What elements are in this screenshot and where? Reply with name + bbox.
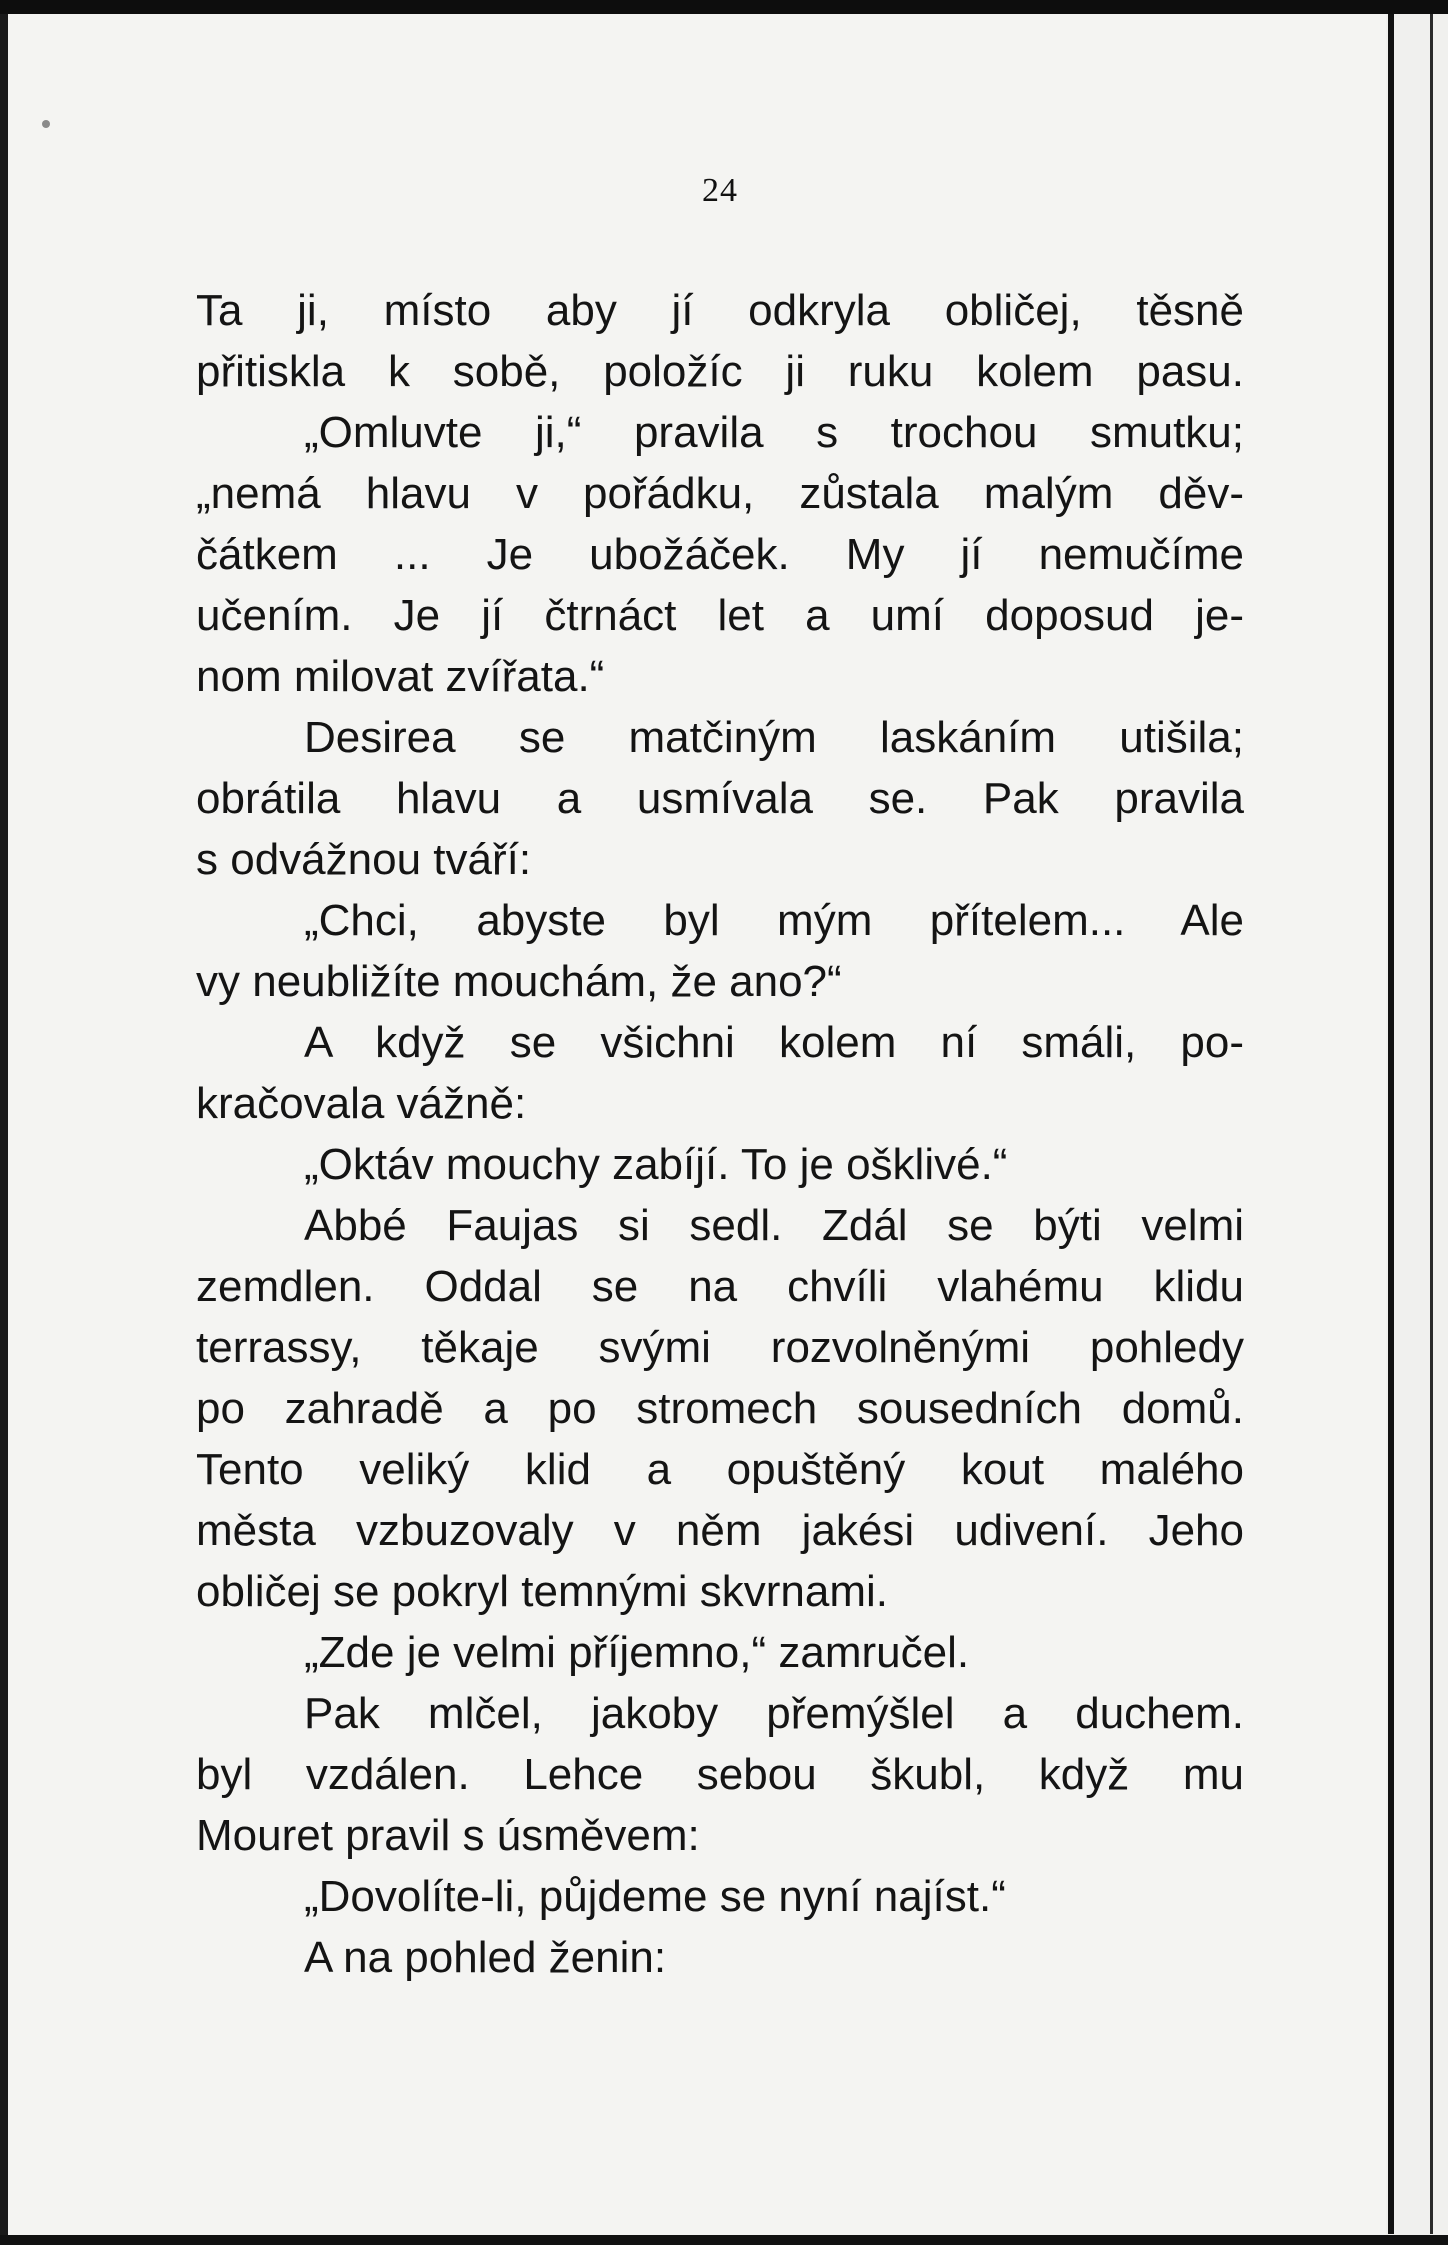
text-line: učením. Je jí čtrnáct let a umí doposud je- bbox=[196, 591, 1244, 640]
text-line: obličej se pokryl temnými skvrnami. bbox=[196, 1567, 888, 1616]
text-line: A na pohled ženin: bbox=[304, 1933, 667, 1982]
text-line: s odvážnou tváří: bbox=[196, 835, 532, 884]
text-line: „Omluvte ji,“ pravila s trochou smutku; bbox=[304, 408, 1244, 457]
page-number: 24 bbox=[702, 172, 738, 209]
text-line: Ta ji, místo aby jí odkryla obličej, těsně bbox=[196, 286, 1244, 335]
text-line: Tento veliký klid a opuštěný kout malého bbox=[196, 1445, 1244, 1494]
text-line: A když se všichni kolem ní smáli, po- bbox=[304, 1018, 1244, 1067]
text-line: „Dovolíte-li, půjdeme se nyní najíst.“ bbox=[304, 1872, 1006, 1921]
text-line: „Zde je velmi příjemno,“ zamručel. bbox=[304, 1628, 970, 1677]
text-line: terrassy, těkaje svými rozvolněnými pohledy bbox=[196, 1323, 1244, 1372]
scan-speck bbox=[42, 120, 50, 128]
text-line: „nemá hlavu v pořádku, zůstala malým děv- bbox=[196, 469, 1244, 518]
text-line: kračovala vážně: bbox=[196, 1079, 527, 1128]
text-line: Abbé Faujas si sedl. Zdál se býti velmi bbox=[304, 1201, 1244, 1250]
text-line: Mouret pravil s úsměvem: bbox=[196, 1811, 700, 1860]
body-text bbox=[196, 280, 1244, 1988]
text-line: po zahradě a po stromech sousedních domů. bbox=[196, 1384, 1244, 1433]
scan-left-edge bbox=[0, 0, 8, 2245]
book-gutter bbox=[1386, 0, 1448, 2245]
text-line: „Oktáv mouchy zabíjí. To je ošklivé.“ bbox=[304, 1140, 1008, 1189]
text-line: zemdlen. Oddal se na chvíli vlahému klidu bbox=[196, 1262, 1244, 1311]
text-line: nom milovat zvířata.“ bbox=[196, 652, 605, 701]
text-line: přitiskla k sobě, položíc ji ruku kolem pasu. bbox=[196, 347, 1244, 396]
gutter-edge-line bbox=[1430, 14, 1433, 2234]
text-line: vy neubližíte mouchám, že ano?“ bbox=[196, 957, 842, 1006]
text-line: čátkem ... Je ubožáček. My jí nemučíme bbox=[196, 530, 1244, 579]
text-line: Desirea se matčiným laskáním utišila; bbox=[304, 713, 1244, 762]
scan-top-edge bbox=[0, 0, 1448, 14]
text-line: Pak mlčel, jakoby přemýšlel a duchem. bbox=[304, 1689, 1244, 1738]
gutter-shadow-line bbox=[1388, 14, 1394, 2234]
text-line: „Chci, abyste byl mým přítelem... Ale bbox=[304, 896, 1244, 945]
text-line: byl vzdálen. Lehce sebou škubl, když mu bbox=[196, 1750, 1244, 1799]
text-line: města vzbuzovaly v něm jakési udivení. Jeho bbox=[196, 1506, 1244, 1555]
scan-bottom-edge bbox=[0, 2235, 1448, 2245]
text-line: obrátila hlavu a usmívala se. Pak pravila bbox=[196, 774, 1244, 823]
